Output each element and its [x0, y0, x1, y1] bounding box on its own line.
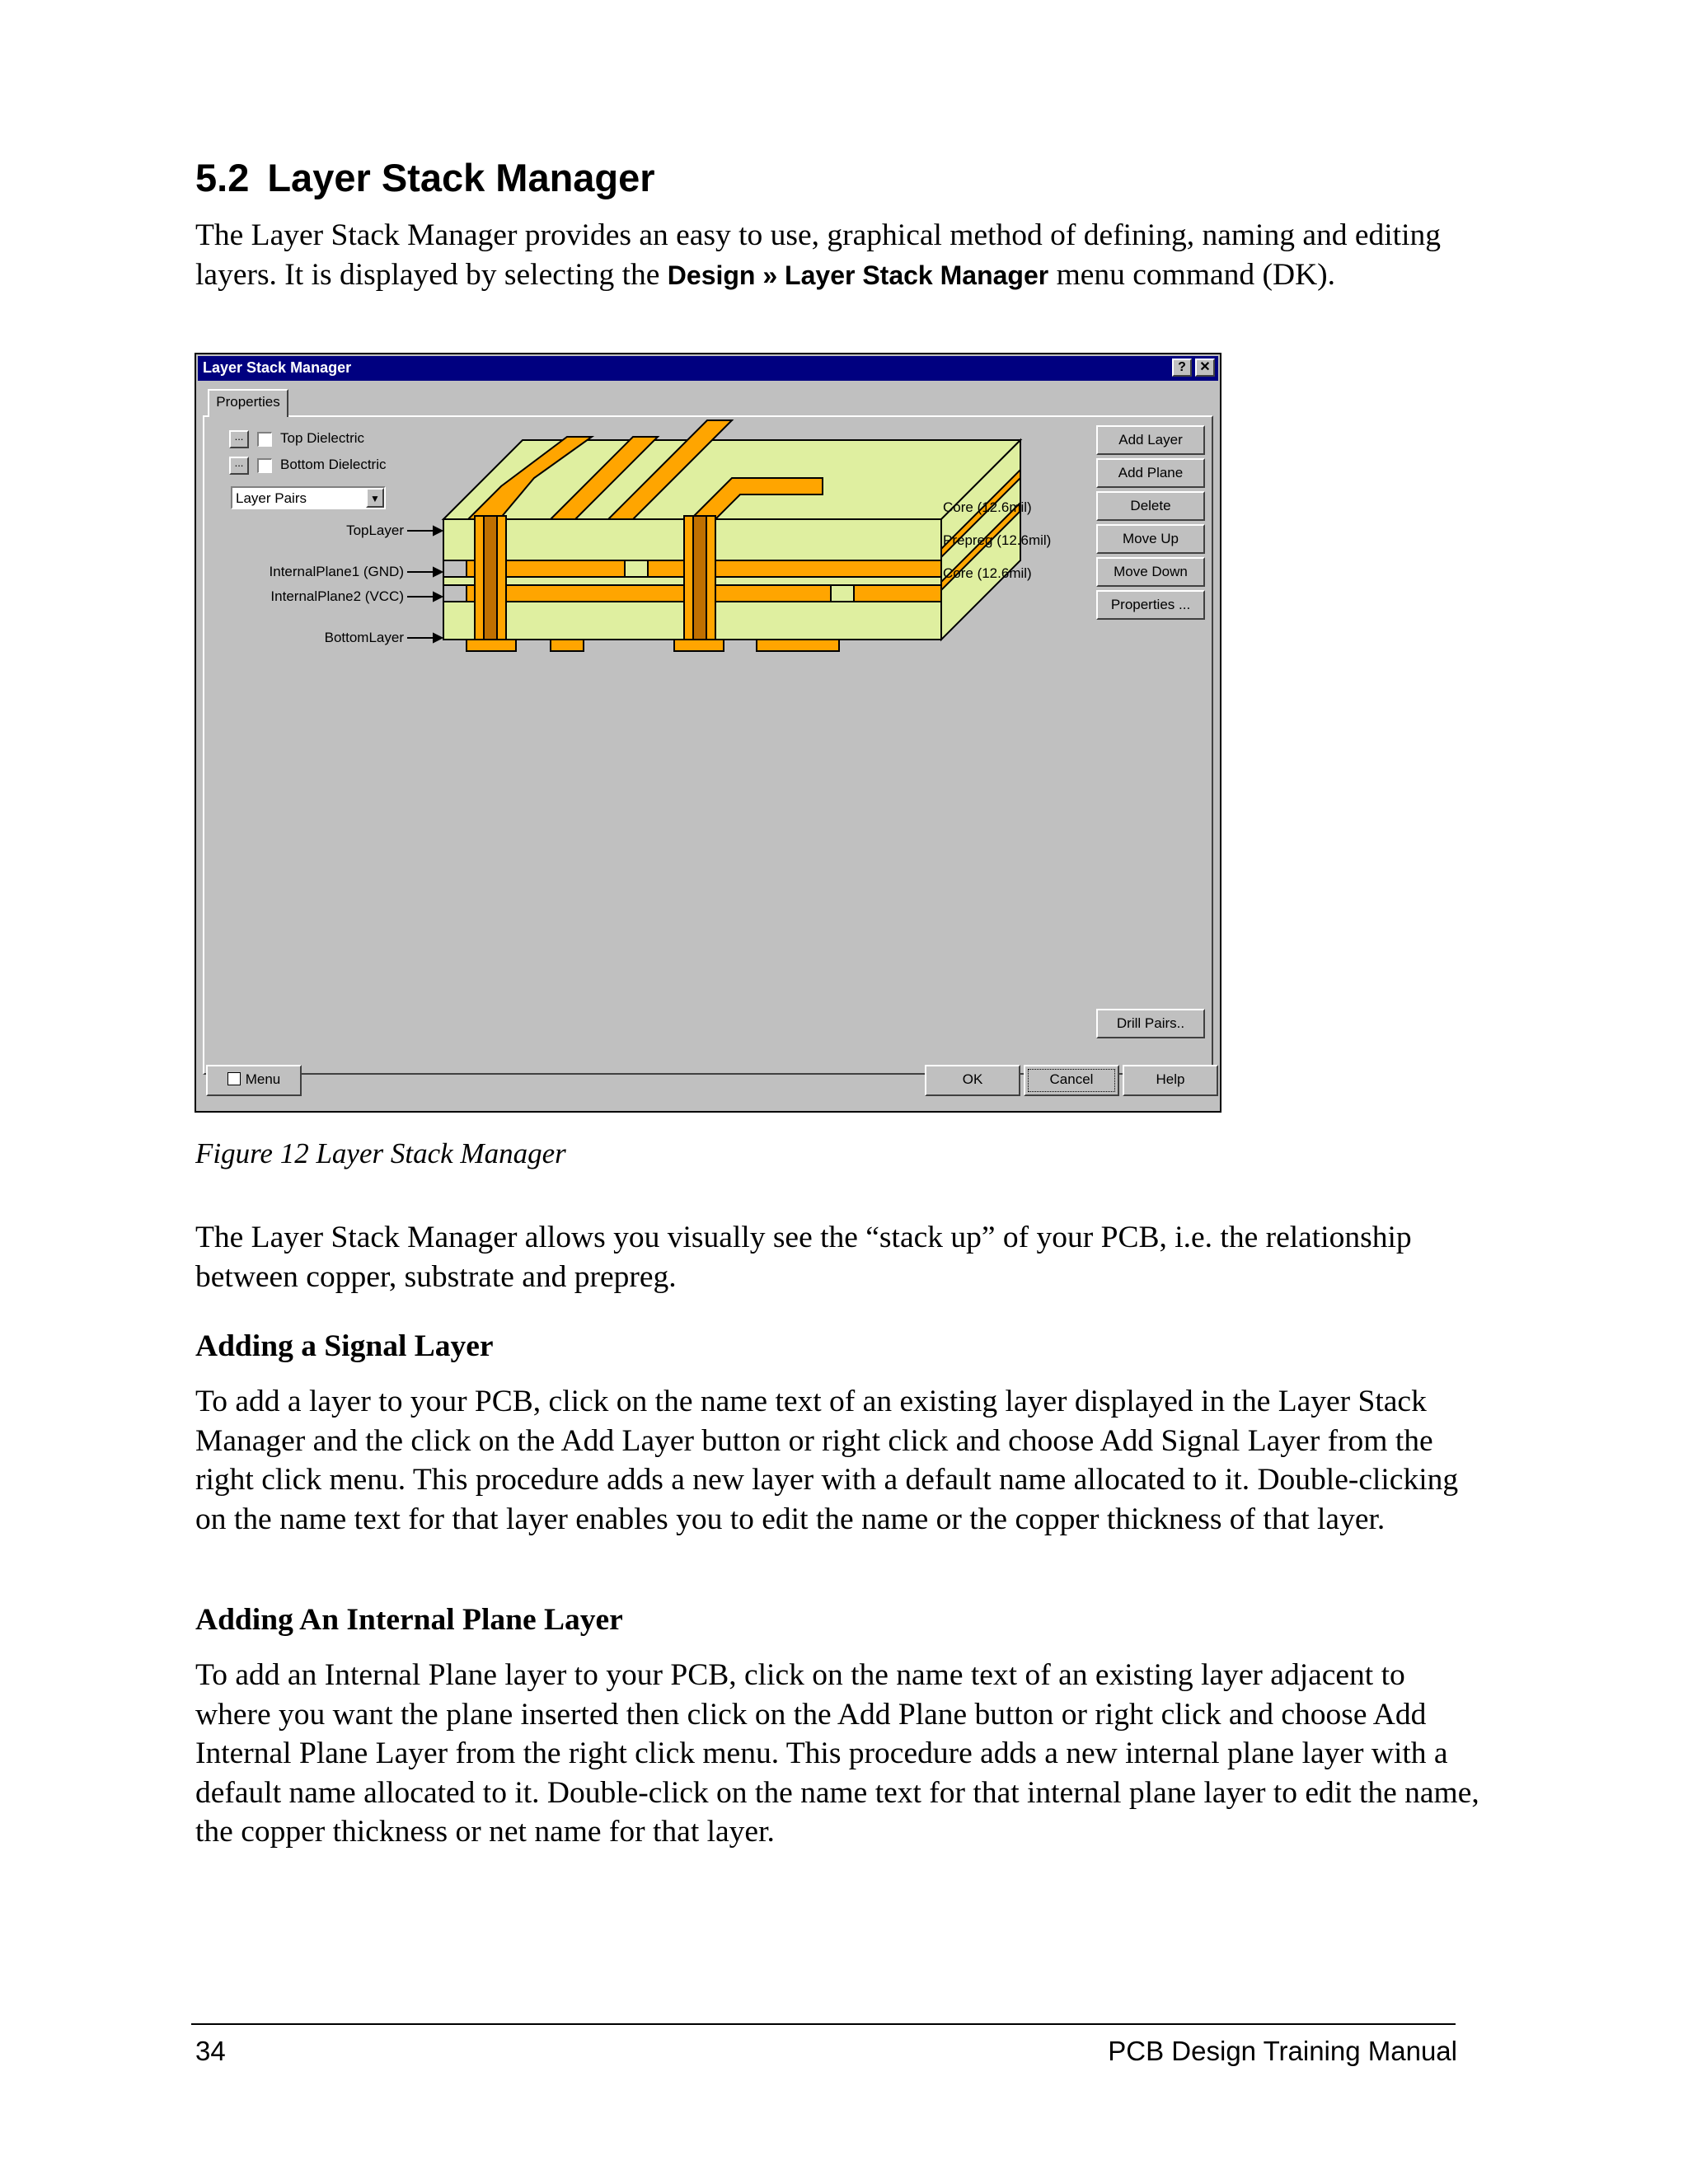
move-down-button[interactable]: Move Down — [1096, 557, 1205, 587]
chevron-down-icon[interactable]: ▼ — [366, 488, 384, 508]
intro-paragraph — [195, 216, 1481, 295]
section-number: 5.2 — [195, 156, 250, 199]
cancel-button[interactable]: Cancel — [1024, 1065, 1119, 1096]
drill-pairs-button[interactable]: Drill Pairs.. — [1096, 1009, 1205, 1038]
menu-icon — [227, 1072, 241, 1085]
bottom-dielectric-settings-button[interactable]: ... — [229, 457, 249, 475]
tab-properties[interactable]: Properties — [208, 389, 288, 417]
internal-plane-paragraph: To add an Internal Plane layer to your PCB, click on the name text of an existing layer adjacent to where you want the plane inserted then click on the Add Plane button or right click and choose Add Internal Plane Layer from the right click menu. This procedure adds a new internal plane layer with a default name allocated to it. Double-click on the name text for that internal plane layer to edit the name, the copper thickness or net name for that layer. — [195, 1658, 1479, 1849]
intro-text-after: menu command (DK). — [1048, 257, 1336, 292]
menu-button[interactable] — [206, 1065, 302, 1096]
intro-text-before: The Layer Stack Manager provides an easy to use, graphical method of defining, naming and editing layers. It is displayed by selecting the — [195, 218, 1441, 292]
menu-command: Design » Layer Stack Manager — [667, 260, 1049, 290]
signal-layer-paragraph: To add a layer to your PCB, click on the name text of an existing layer displayed in the Layer Stack Manager and the click on the Add Layer button or right click and choose Add Signal Layer from the right click menu. This procedure adds a new layer with a default name allocated to it. Double-clicking on the name text for that layer enables you to edit the name or the copper thickness of that layer. — [195, 1385, 1459, 1536]
move-up-button[interactable]: Move Up — [1096, 524, 1205, 554]
stackup-paragraph: The Layer Stack Manager allows you visually see the “stack up” of your PCB, i.e. the relationship between copper, substrate and prepreg. — [195, 1221, 1412, 1294]
properties-button[interactable]: Properties ... — [1096, 590, 1205, 620]
signal-layer-subheading: Adding a Signal Layer — [195, 1329, 494, 1363]
dielectric-label-core-1[interactable]: Core (12.6mil) — [943, 499, 1032, 515]
layer-stack-manager-dialog — [195, 353, 1221, 1113]
add-plane-button[interactable]: Add Plane — [1096, 458, 1205, 488]
page-number: 34 — [195, 2036, 226, 2066]
dialog-title: Layer Stack Manager — [203, 359, 352, 376]
layer-label-toplayer[interactable]: TopLayer — [346, 523, 404, 538]
menu-button-label: Menu — [245, 1071, 281, 1087]
dielectric-label-core-2[interactable]: Core (12.6mil) — [943, 565, 1032, 581]
layer-label-internalplane1[interactable]: InternalPlane1 (GND) — [269, 564, 404, 579]
footer-rule — [191, 2023, 1456, 2025]
layer-label-internalplane2[interactable]: InternalPlane2 (VCC) — [270, 588, 404, 604]
top-dielectric-settings-button[interactable]: ... — [229, 430, 249, 448]
help-button[interactable]: Help — [1123, 1065, 1218, 1096]
ok-button[interactable]: OK — [925, 1065, 1020, 1096]
section-heading — [195, 155, 655, 200]
internal-plane-subheading: Adding An Internal Plane Layer — [195, 1603, 623, 1637]
add-layer-button[interactable]: Add Layer — [1096, 425, 1205, 455]
layer-label-bottomlayer[interactable]: BottomLayer — [324, 630, 404, 645]
figure-caption: Figure 12 Layer Stack Manager — [195, 1137, 566, 1169]
layer-stack-diagram — [196, 354, 1220, 1111]
dielectric-label-prepreg[interactable]: Prepreg (12.6mil) — [943, 532, 1052, 548]
manual-title: PCB Design Training Manual — [1108, 2036, 1457, 2066]
close-button[interactable]: ✕ — [1195, 359, 1215, 377]
section-title: Layer Stack Manager — [267, 156, 655, 199]
pcb-stack — [443, 404, 1020, 651]
help-question-button[interactable]: ? — [1172, 359, 1192, 377]
delete-button[interactable]: Delete — [1096, 491, 1205, 521]
top-dielectric-label: Top Dielectric — [280, 430, 365, 446]
bottom-dielectric-label: Bottom Dielectric — [280, 457, 387, 472]
layer-pairs-value: Layer Pairs — [236, 490, 307, 506]
